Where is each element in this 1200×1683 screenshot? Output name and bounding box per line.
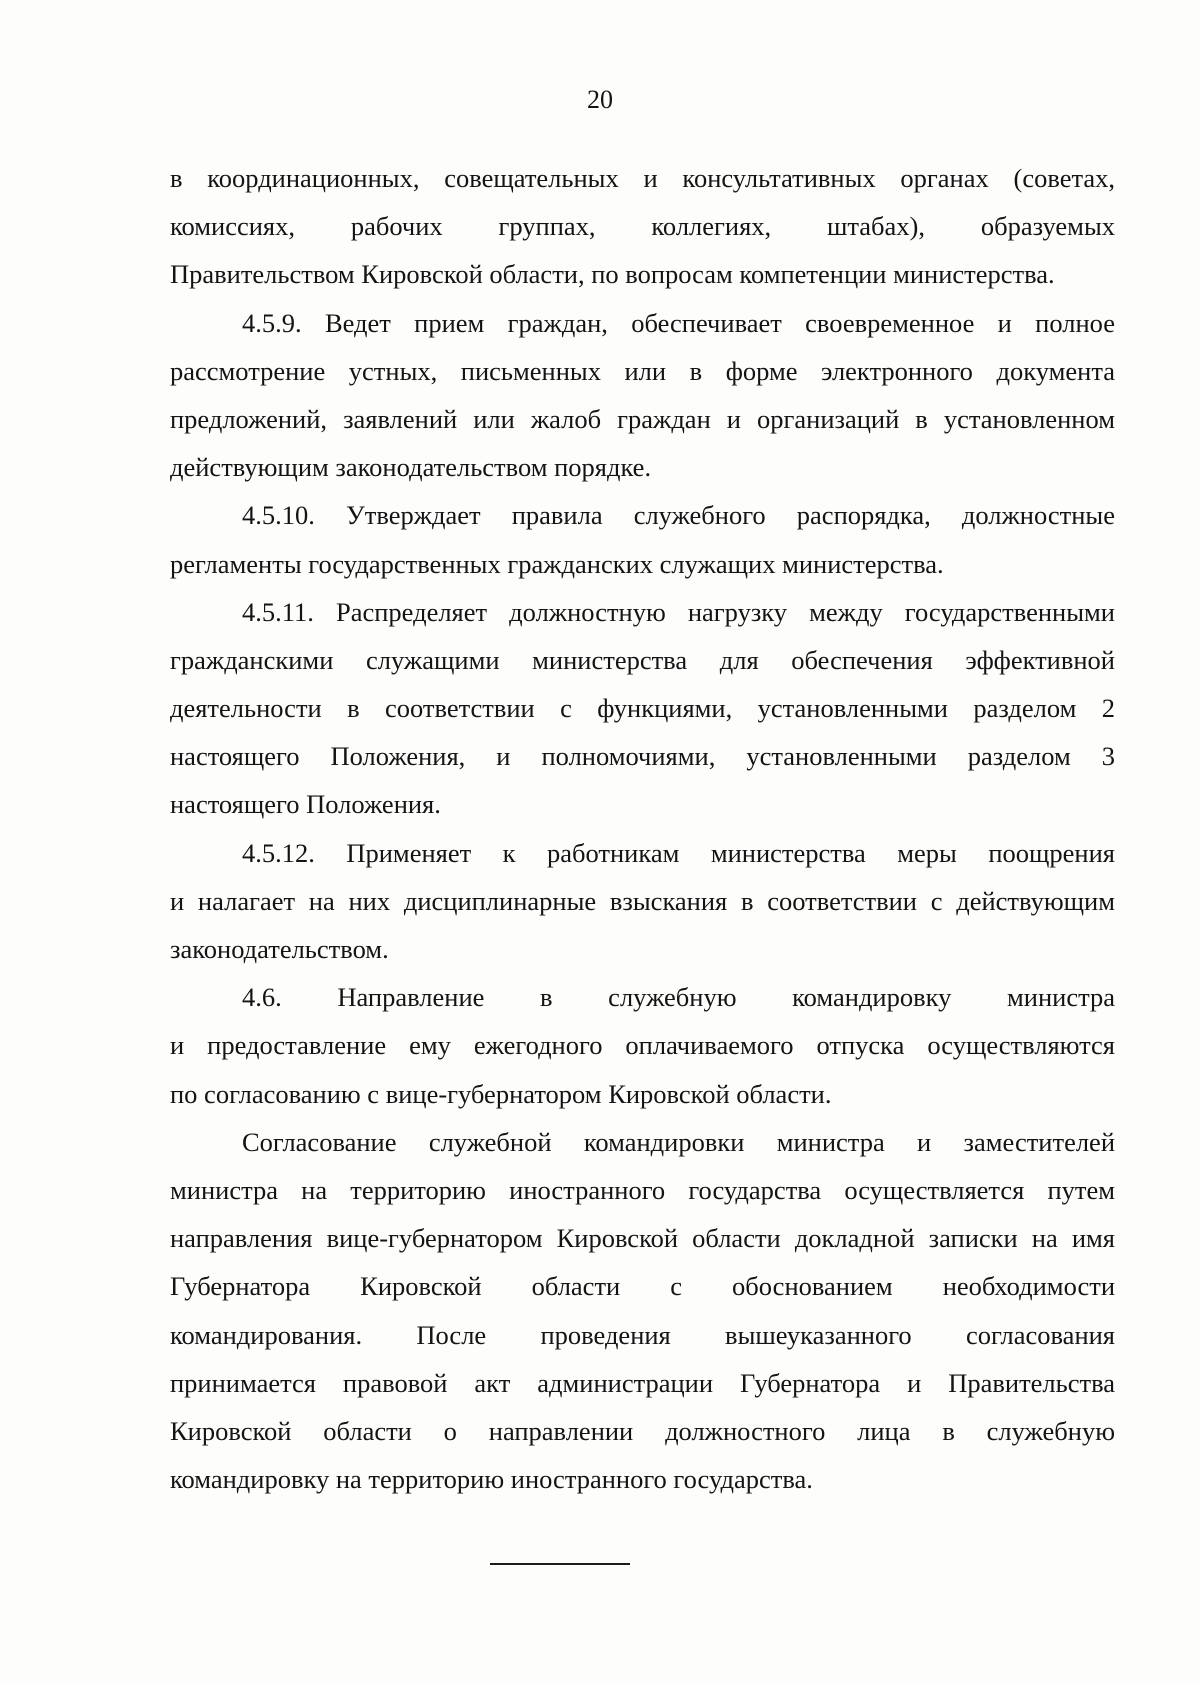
text-line: Согласование служебной командировки министра и заместителей [242, 1126, 1115, 1157]
text-line: по согласованию с вице-губернатором Кировской области. [170, 1078, 832, 1109]
text-line: настоящего Положения. [170, 789, 441, 820]
paragraph-4-5-12 [170, 829, 1115, 974]
text-line: действующим законодательством порядке. [170, 452, 652, 483]
text-line: направления вице-губернатором Кировской области докладной записки на имя [170, 1223, 1115, 1254]
page-number: 20 [587, 85, 613, 114]
text-line: 4.5.11. Распределяет должностную нагрузку между государственными [242, 596, 1115, 627]
end-of-document-rule [490, 1563, 630, 1565]
paragraph-agreement [170, 1118, 1115, 1504]
text-line: командирования. После проведения вышеуказанного согласования [170, 1319, 1115, 1350]
text-line: и налагает на них дисциплинарные взыскания в соответствии с действующим [170, 885, 1115, 916]
paragraph-4-6 [170, 973, 1115, 1118]
text-line: Кировской области о направлении должностного лица в служебную [170, 1415, 1115, 1446]
text-line: Губернатора Кировской области с обоснованием необходимости [170, 1271, 1115, 1302]
text-line: рассмотрение устных, письменных или в форме электронного документа [170, 355, 1115, 386]
text-line: 4.5.12. Применяет к работникам министерства меры поощрения [242, 837, 1115, 868]
text-line: деятельности в соответствии с функциями, установленными разделом 2 [170, 693, 1115, 724]
text-line: 4.5.9. Ведет прием граждан, обеспечивает своевременное и полное [242, 307, 1115, 338]
text-line: 4.6. Направление в служебную командировку министра [242, 982, 1115, 1013]
text-line: в координационных, совещательных и консультативных органах (советах, [170, 163, 1115, 193]
text-line: гражданскими служащими министерства для обеспечения эффективной [170, 644, 1115, 675]
text-line: министра на территорию иностранного государства осуществляется путем [170, 1174, 1115, 1205]
paragraph-4-5-11 [170, 588, 1115, 829]
text-line: настоящего Положения, и полномочиями, установленными разделом 3 [170, 741, 1115, 772]
paragraph-4-5-9 [170, 299, 1115, 492]
text-line: предложений, заявлений или жалоб граждан и организаций в установленном [170, 403, 1115, 434]
text-line: законодательством. [170, 934, 389, 964]
document-body [170, 154, 1115, 1503]
text-line: 4.5.10. Утверждает правила служебного распорядка, должностные [242, 500, 1115, 531]
paragraph-4-5-10 [170, 491, 1115, 587]
text-line: регламенты государственных гражданских служащих министерства. [170, 548, 944, 579]
text-line: комиссиях, рабочих группах, коллегиях, штабах), образуемых [170, 211, 1115, 242]
paragraph-continuation [170, 154, 1115, 299]
text-line: принимается правовой акт администрации Губернатора и Правительства [170, 1367, 1115, 1398]
text-line: и предоставление ему ежегодного оплачиваемого отпуска осуществляются [170, 1030, 1115, 1061]
text-line: командировку на территорию иностранного государства. [170, 1464, 813, 1495]
text-line: Правительством Кировской области, по вопросам компетенции министерства. [170, 259, 1055, 290]
